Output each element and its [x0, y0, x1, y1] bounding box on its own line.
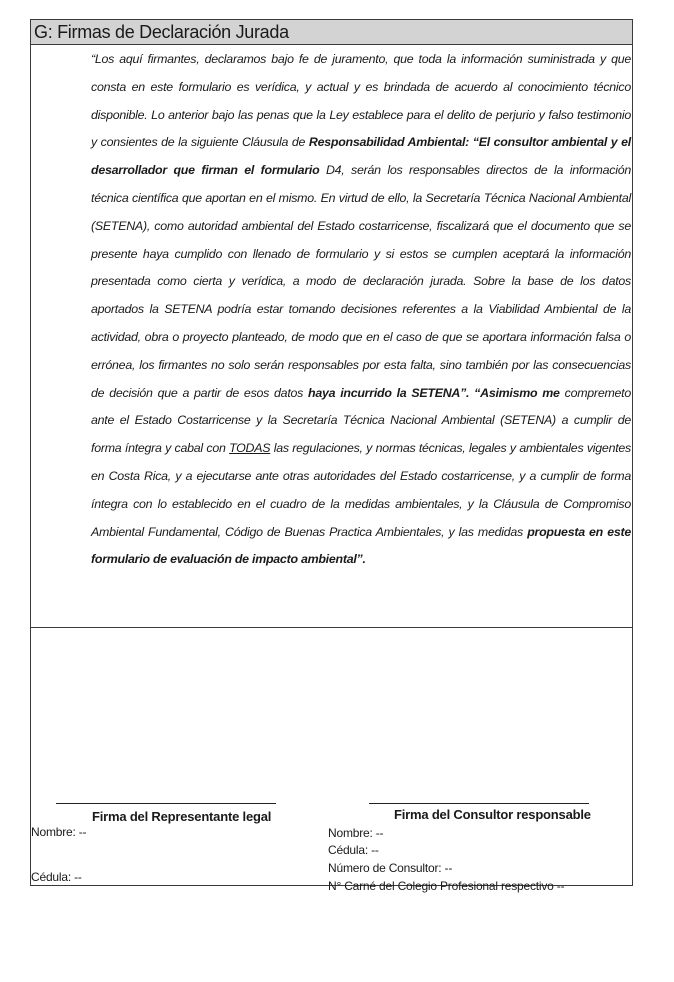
representante-cedula: Cédula: -- [31, 870, 82, 884]
declaration-text [91, 46, 631, 574]
consultor-cedula: Cédula: -- [328, 843, 379, 857]
section-divider [31, 627, 632, 628]
declaration-text-part: compremeto ante el Estado Costarricense y la Secretaría Técnica Nacional Ambiental (SETENA) a cumplir de forma íntegra y cabal con [91, 385, 632, 456]
signature-line-representante [56, 803, 276, 804]
consultor-nombre: Nombre: -- [328, 826, 384, 840]
declaration-text-part: “Los aquí firmantes, declaramos bajo fe de juramento, que toda la información suministrada y que consta en este formulario es verídica, y actual y es brindada de acuerdo al conocimiento técnico disponible. Lo anterior bajo las penas que la Ley establece para el delito de perjurio y falso testimonio y consientes de la siguiente Cláusula de [91, 52, 631, 150]
declaration-form [30, 19, 633, 893]
declaration-bold-clause: propuesta en este formulario de evaluación de impacto ambiental”. [91, 524, 632, 567]
signature-title-representante: Firma del Representante legal [92, 809, 272, 824]
signature-title-consultor: Firma del Consultor responsable [394, 807, 591, 822]
declaration-text-part: las regulaciones, y normas técnicas, legales y ambientales vigentes en Costa Rica, y a ejecutarse ante otras autoridades del Estado costarricense, y a cumplir de forma íntegra con lo establecido en el cuadro de la medidas ambientales, y la Cláusula de Compromiso Ambiental Fundamental, Código de Buenas Practica Ambientales, y las medidas [91, 441, 631, 539]
declaration-bold-clause: Responsabilidad Ambiental: “El consultor ambiental y el desarrollador que firman el formulario [91, 135, 631, 178]
declaration-underlined-word: TODAS [229, 441, 271, 456]
signature-line-consultor [369, 803, 589, 804]
declaration-text-part: D4, serán los responsables directos de la información técnica científica que aportan en el mismo. En virtud de ello, la Secretaría Técnica Nacional Ambiental (SETENA), como autoridad ambiental del Estado costarricense, fiscalizará que el documento que se presente haya cumplido con llenado de formulario y si estos se cumplen aceptará la información presentada como cierta y verídica, a modo de declaración jurada. Sobre la base de los datos aportados la SETENA podría estar tomando decisiones referentes a la Viabilidad Ambiental de la actividad, obra o proyecto planteado, de modo que en el caso de que se aportara información falsa o errónea, los firmantes no solo serán responsables por esta falta, sino también por las consecuencias de decisión que a partir de esos datos [91, 163, 631, 400]
consultor-numero: Número de Consultor: -- [328, 861, 453, 875]
representante-nombre: Nombre: -- [31, 825, 87, 839]
declaration-bold-clause: haya incurrido la SETENA”. “Asimismo me [308, 385, 560, 400]
consultor-carne: N° Carné del Colegio Profesional respectivo -- [328, 879, 565, 893]
section-title: G: Firmas de Declaración Jurada [31, 20, 632, 45]
